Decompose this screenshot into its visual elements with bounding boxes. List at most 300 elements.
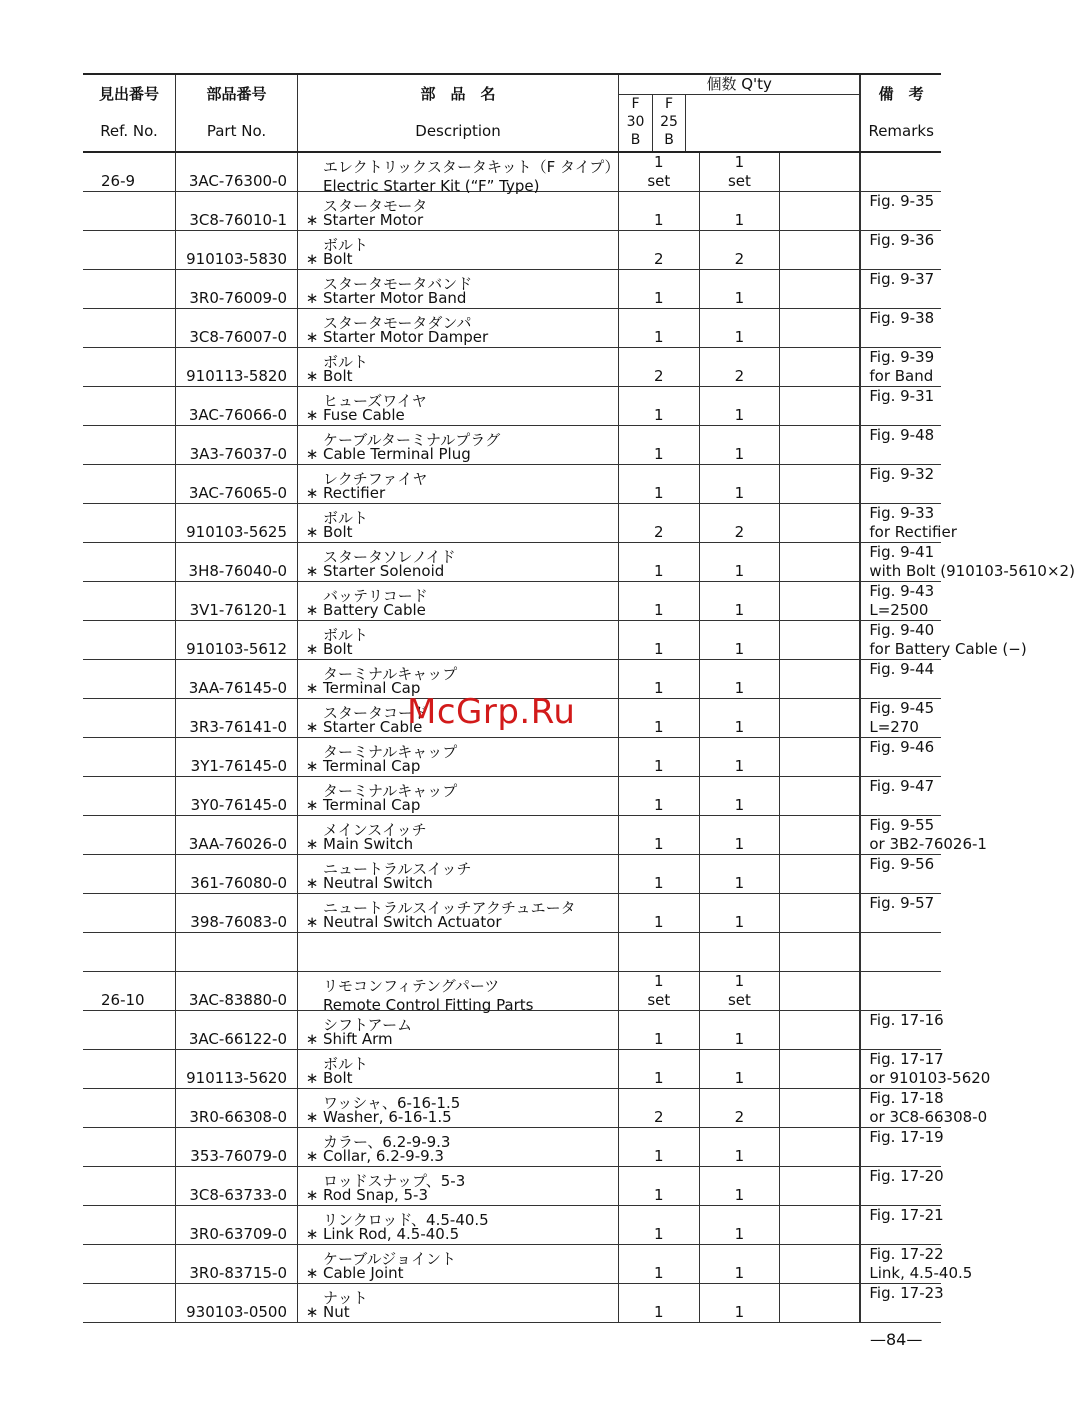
qty-f30b-cell [619, 426, 700, 465]
qty-blank-cell [780, 1206, 861, 1245]
description-jp-line [301, 231, 618, 254]
remarks-line1: Fig. 9-55 [869, 816, 935, 834]
table-row [83, 270, 941, 309]
description-en-line [301, 1108, 618, 1127]
description-en-line [301, 1069, 618, 1088]
sub-item-star: ∗ [305, 1108, 319, 1126]
remarks-line1: Fig. 9-39 [869, 348, 935, 366]
sub-item-star: ∗ [305, 406, 319, 424]
part-number: 3R0-66308-0 [189, 1108, 287, 1126]
ref-spacer [101, 1050, 175, 1069]
ref-number-cell [83, 660, 176, 699]
indent [301, 153, 323, 172]
table-row [83, 1206, 941, 1245]
ref-number [101, 952, 175, 971]
table-row [83, 777, 941, 816]
qty-f25b-line1 [700, 192, 780, 211]
qty-f30b-line1 [619, 582, 699, 601]
part-number-cell [176, 1245, 298, 1284]
qty-f25b-cell [699, 504, 780, 543]
description-en-line [301, 1186, 618, 1205]
description-en-line [301, 913, 618, 932]
qty-f30b-line2: 1 [654, 640, 664, 658]
ref-number-cell [83, 426, 176, 465]
qty-f25b-line2: 1 [734, 835, 745, 853]
description-cell [298, 777, 619, 816]
remarks-line2 [869, 1225, 941, 1244]
part-number: 3R0-63709-0 [189, 1225, 287, 1243]
description-jp: メインスイッチ [323, 821, 427, 839]
description-cell [298, 309, 619, 348]
ref-number-cell [83, 1167, 176, 1206]
indent [301, 348, 323, 367]
qty-f30b-line2: 1 [654, 289, 664, 307]
ref-number-cell [83, 972, 176, 1011]
description-jp-line [301, 933, 618, 952]
table-row [83, 816, 941, 855]
qty-f30b-cell [619, 309, 700, 348]
remarks-cell [860, 465, 941, 504]
qty-f25b-cell [699, 660, 780, 699]
sub-item-star: ∗ [305, 1225, 319, 1243]
description-cell [298, 504, 619, 543]
description-jp: カラー、6.2-9-9.3 [323, 1133, 451, 1151]
qty-f25b-cell [699, 1011, 780, 1050]
part-number: 3R3-76141-0 [189, 718, 287, 736]
indent [301, 894, 323, 913]
qty-f30b-line2: 2 [654, 523, 664, 541]
description-en-line [301, 1030, 618, 1049]
qty-f25b-cell [699, 348, 780, 387]
qty-f25b-cell [699, 582, 780, 621]
qty-f30b-cell [619, 152, 700, 192]
qty-f30b-line1 [619, 933, 699, 952]
part-number: 3R0-76009-0 [189, 289, 287, 307]
ref-number [101, 718, 175, 737]
description-en: Starter Solenoid [323, 562, 445, 580]
description-cell [298, 1206, 619, 1245]
remarks-line1: Fig. 9-47 [869, 777, 935, 795]
remarks-line2 [869, 211, 941, 230]
qty-f25b-line2: 2 [734, 523, 745, 541]
table-row [83, 855, 941, 894]
part-number-cell [176, 426, 298, 465]
sub-item-star: ∗ [305, 874, 319, 892]
description-en-line [301, 367, 618, 386]
qty-f30b-line1 [619, 1089, 699, 1108]
qty-f30b-cell [619, 543, 700, 582]
qty-f25b-cell [699, 270, 780, 309]
qty-f25b-cell [699, 1245, 780, 1284]
remarks-line2 [869, 874, 941, 893]
qty-f25b-line2: 1 [734, 1147, 745, 1165]
ref-spacer [101, 504, 175, 523]
qty-blank-cell [780, 1284, 861, 1323]
part-number-cell [176, 972, 298, 1011]
qty-f25b-cell [699, 543, 780, 582]
qty-f30b-line2: 1 [654, 601, 664, 619]
qty-f30b-cell [619, 1089, 700, 1128]
indent [301, 1011, 323, 1030]
description-cell [298, 1089, 619, 1128]
remarks-line2 [869, 796, 941, 815]
part-spacer [176, 894, 287, 913]
description-cell [298, 231, 619, 270]
remarks-line1: Fig. 17-23 [869, 1284, 944, 1302]
qty-f25b-line2: 1 [734, 601, 745, 619]
qty-f30b-line1 [619, 504, 699, 523]
part-number: 3C8-63733-0 [189, 1186, 287, 1204]
qty-f25b-line1 [700, 231, 780, 250]
description-cell [298, 465, 619, 504]
remarks-line2: L=2500 [869, 601, 929, 619]
qty-f30b-line2: 1 [654, 1264, 664, 1282]
qty-col-f30b-l2: 30 [626, 114, 645, 130]
remarks-cell [860, 348, 941, 387]
description-jp: ボルト [323, 236, 369, 254]
part-number: 353-76079-0 [190, 1147, 287, 1165]
sub-item-star: ∗ [305, 640, 319, 658]
ref-spacer [101, 1011, 175, 1030]
part-number-cell [176, 1284, 298, 1323]
description-en: Neutral Switch Actuator [323, 913, 502, 931]
remarks-line1: Fig. 9-41 [869, 543, 935, 561]
description-cell [298, 387, 619, 426]
description-en: Terminal Cap [323, 796, 421, 814]
description-en: Bolt [323, 1069, 353, 1087]
description-jp: リンクロッド、4.5-40.5 [323, 1211, 489, 1229]
description-jp: ナット [323, 1289, 368, 1307]
qty-f30b-line1 [619, 309, 699, 328]
ref-number [101, 1264, 175, 1283]
part-number-cell [176, 1011, 298, 1050]
remarks-line1: Fig. 9-33 [869, 504, 935, 522]
indent [301, 660, 323, 679]
description-en-line [301, 289, 618, 308]
remarks-cell [860, 231, 941, 270]
qty-f25b-cell [699, 777, 780, 816]
ref-number [101, 523, 175, 542]
qty-f30b-line2: 1 [654, 1303, 664, 1321]
part-number-cell [176, 1206, 298, 1245]
description-en-line [301, 523, 618, 542]
description-jp-line [301, 738, 618, 761]
description-en: Battery Cable [323, 601, 426, 619]
qty-f30b-line1 [619, 426, 699, 445]
qty-f25b-line2: 1 [734, 757, 745, 775]
sub-item-star [301, 172, 323, 191]
table-row [83, 1128, 941, 1167]
qty-f25b-line2: set [727, 991, 751, 1009]
remarks-cell [860, 855, 941, 894]
description-jp: ニュートラルスイッチ [323, 860, 472, 878]
description-en-line [301, 172, 618, 195]
qty-blank-cell [780, 855, 861, 894]
description-en: Starter Motor Damper [323, 328, 489, 346]
part-number-cell [176, 621, 298, 660]
part-number-cell [176, 933, 298, 972]
ref-number [101, 601, 175, 620]
ref-spacer [101, 972, 175, 991]
remarks-line1 [869, 153, 941, 172]
part-number: 3AA-76145-0 [188, 679, 287, 697]
qty-blank-cell [780, 933, 861, 972]
qty-f25b-cell [699, 855, 780, 894]
sub-item-star [301, 952, 323, 971]
sub-item-star: ∗ [305, 445, 319, 463]
part-header-en: Part No. [206, 122, 267, 140]
ref-spacer [101, 192, 175, 211]
indent [301, 231, 323, 250]
description-en: Bolt [323, 367, 353, 385]
part-number-cell [176, 1128, 298, 1167]
table-header [83, 74, 941, 152]
description-en: Electric Starter Kit (“F” Type) [323, 177, 540, 195]
ref-spacer [101, 153, 175, 172]
description-cell [298, 192, 619, 231]
remarks-line2 [869, 172, 941, 191]
description-cell [298, 152, 620, 195]
table-row [83, 933, 941, 972]
remarks-line2 [869, 484, 941, 503]
ref-spacer [101, 1245, 175, 1264]
part-number: 3AC-76066-0 [188, 406, 287, 424]
part-spacer [176, 231, 287, 250]
ref-number [101, 367, 175, 386]
ref-number [101, 757, 175, 776]
remarks-line2 [869, 679, 941, 698]
ref-spacer [101, 348, 175, 367]
indent [301, 1050, 323, 1069]
part-spacer [176, 1284, 287, 1303]
description-en-line [301, 835, 618, 854]
qty-f25b-line1 [700, 1206, 780, 1225]
part-number: 910113-5620 [186, 1069, 287, 1087]
qty-blank-cell [780, 1128, 861, 1167]
sub-item-star: ∗ [305, 523, 319, 541]
remarks-line1: Fig. 9-48 [869, 426, 935, 444]
description-jp: ターミナルキャップ [323, 743, 458, 761]
qty-blank-cell [780, 894, 861, 933]
qty-f25b-line1 [700, 465, 780, 484]
qty-f25b-line2: 1 [734, 1030, 745, 1048]
qty-f30b-line1: 1 [654, 972, 664, 990]
part-number: 3R0-83715-0 [189, 1264, 287, 1282]
qty-f30b-line2: 1 [654, 484, 664, 502]
ref-number [101, 562, 175, 581]
description-en: Collar, 6.2-9-9.3 [323, 1147, 444, 1165]
qty-f25b-cell [699, 1050, 780, 1089]
qty-f30b-line2: 1 [654, 1147, 664, 1165]
ref-spacer [101, 270, 175, 289]
qty-col-f25b-l3: B [664, 132, 674, 148]
table-row [83, 152, 941, 192]
qty-f25b-line2: 1 [734, 1186, 745, 1204]
table-row [83, 1245, 941, 1284]
qty-f30b-line1 [619, 1284, 699, 1303]
ref-number [101, 796, 175, 815]
description-jp-line [301, 192, 618, 215]
description-en-line [301, 601, 618, 620]
qty-f30b-line2: 1 [654, 718, 664, 736]
qty-col-f30b [619, 95, 653, 151]
description-jp: ターミナルキャップ [323, 665, 458, 683]
remarks-cell [860, 1128, 944, 1167]
qty-f30b-cell [619, 1050, 700, 1089]
table-row [83, 972, 941, 1011]
description-jp-line [301, 972, 618, 995]
remarks-cell [860, 192, 941, 231]
qty-f25b-line1 [700, 582, 780, 601]
ref-number-cell [83, 933, 176, 972]
ref-number-cell [83, 152, 176, 192]
table-row [83, 543, 941, 582]
qty-f30b-line1 [619, 1050, 699, 1069]
qty-f25b-line2: 1 [734, 874, 745, 892]
qty-f25b-line1 [700, 426, 780, 445]
description-cell [298, 972, 619, 1014]
indent [301, 933, 323, 952]
description-en-line [301, 1147, 618, 1166]
qty-f25b-line2: 1 [734, 562, 745, 580]
description-jp-line [301, 426, 618, 449]
description-jp-line [301, 543, 618, 566]
qty-f25b-line2: 1 [734, 1264, 745, 1282]
sub-item-star: ∗ [305, 796, 319, 814]
ref-number [101, 1147, 175, 1166]
part-number-cell [176, 543, 298, 582]
table-row [83, 582, 941, 621]
qty-f25b-line2 [700, 952, 780, 971]
qty-f25b-line2: 1 [734, 1069, 745, 1087]
description-cell [298, 816, 619, 855]
qty-blank-cell [780, 699, 861, 738]
table-row [83, 894, 941, 933]
description-jp-line [301, 465, 618, 488]
description-en-line [301, 1264, 618, 1283]
indent [301, 972, 323, 991]
qty-blank-cell [780, 309, 861, 348]
qty-f30b-line2: 1 [654, 1030, 664, 1048]
qty-blank-cell [780, 152, 861, 192]
qty-f25b-line1 [700, 504, 780, 523]
indent [301, 270, 323, 289]
ref-number [101, 211, 175, 230]
ref-spacer [101, 309, 175, 328]
ref-number-cell [83, 855, 176, 894]
sub-item-star: ∗ [305, 250, 319, 268]
part-number: 3V1-76120-1 [189, 601, 287, 619]
part-number-cell [176, 1050, 298, 1089]
part-spacer [176, 1089, 287, 1108]
description-en-line [301, 445, 618, 464]
ref-number-cell [83, 699, 176, 738]
remarks-line1: Fig. 9-37 [869, 270, 935, 288]
sub-item-star: ∗ [305, 835, 319, 853]
qty-blank-cell [780, 231, 861, 270]
description-cell [298, 1167, 619, 1206]
description-jp-line [301, 504, 618, 527]
description-en: Cable Joint [323, 1264, 404, 1282]
ref-number-cell [83, 1089, 176, 1128]
sub-item-star: ∗ [305, 211, 319, 229]
remarks-cell [860, 621, 1027, 660]
part-number: 3Y1-76145-0 [190, 757, 287, 775]
description-jp-line [301, 348, 618, 371]
part-spacer [176, 582, 287, 601]
part-spacer [176, 1167, 287, 1186]
ref-number-cell [83, 621, 176, 660]
indent [301, 465, 323, 484]
table-row [83, 192, 941, 231]
description-jp-line [301, 1011, 618, 1034]
qty-f30b-line2: 2 [654, 250, 664, 268]
ref-spacer [101, 933, 175, 952]
description-jp: レクチファイヤ [323, 470, 428, 488]
remarks-line1: Fig. 17-22 [869, 1245, 944, 1263]
remarks-line1: Fig. 17-17 [869, 1050, 944, 1068]
description-jp-line [301, 816, 618, 839]
description-en-line [301, 1303, 618, 1322]
description-cell [298, 543, 619, 582]
qty-blank-cell [780, 192, 861, 231]
qty-blank-cell [780, 504, 861, 543]
description-cell [298, 1050, 619, 1089]
indent [301, 621, 323, 640]
qty-f25b-line1 [700, 855, 780, 874]
ref-number-cell [83, 504, 176, 543]
qty-f25b-cell [699, 309, 780, 348]
remarks-line1: Fig. 9-31 [869, 387, 935, 405]
remarks-cell [860, 738, 941, 777]
qty-f25b-line1 [700, 1011, 780, 1030]
qty-f30b-line2 [619, 952, 699, 971]
description-en-line [301, 328, 618, 347]
sub-item-star: ∗ [305, 328, 319, 346]
qty-f30b-line2: 1 [654, 445, 664, 463]
qty-f25b-line1 [700, 621, 780, 640]
remarks-line1: Fig. 17-19 [869, 1128, 944, 1146]
indent [301, 582, 323, 601]
table-row [83, 621, 941, 660]
qty-f25b-cell [699, 972, 780, 1011]
qty-f30b-line1 [619, 894, 699, 913]
part-number: 910103-5625 [186, 523, 287, 541]
description-cell [298, 894, 619, 933]
qty-col-f30b-l3: B [630, 132, 641, 148]
part-number: 3C8-76010-1 [189, 211, 287, 229]
remarks-line2 [869, 445, 941, 464]
description-cell [298, 1245, 619, 1284]
indent [301, 426, 323, 445]
indent [301, 1167, 323, 1186]
qty-f25b-line2: 1 [734, 1303, 745, 1321]
remarks-line2 [869, 1186, 941, 1205]
ref-number-cell [83, 543, 176, 582]
qty-blank-cell [780, 348, 861, 387]
indent [301, 777, 323, 796]
description-header-en: Description [415, 122, 501, 140]
part-number-cell [176, 738, 298, 777]
sub-item-star: ∗ [305, 484, 319, 502]
ref-number [101, 1186, 175, 1205]
ref-number [101, 1069, 175, 1088]
qty-f25b-cell [699, 738, 780, 777]
remarks-cell [860, 1011, 944, 1050]
remarks-line1 [869, 972, 941, 991]
qty-f25b-line1 [700, 1284, 780, 1303]
description-cell [298, 933, 619, 972]
